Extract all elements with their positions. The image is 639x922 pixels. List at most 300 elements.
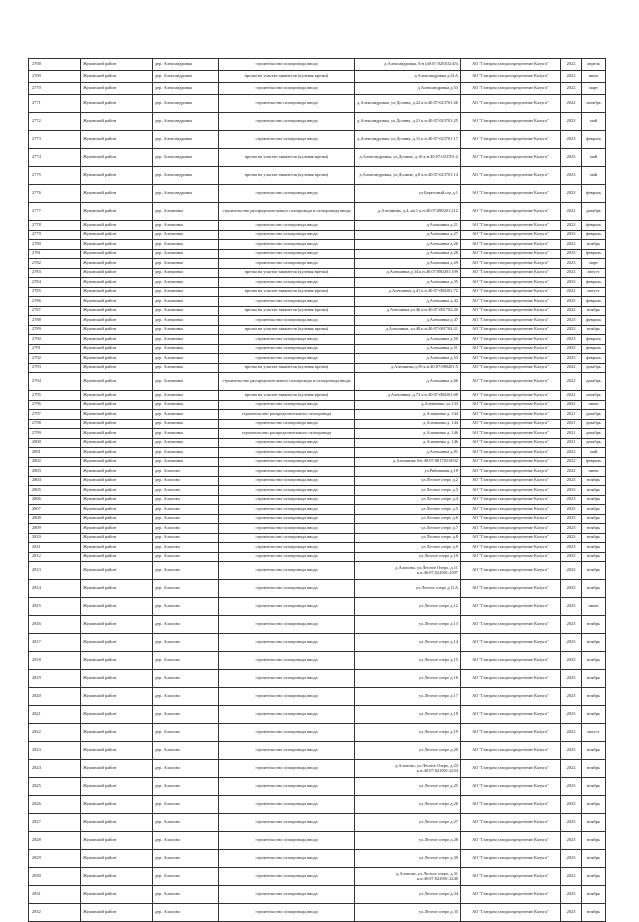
year-cell: 2023 (561, 316, 582, 326)
organization-cell: АО "Газпром газораспределение Калуга" (461, 616, 561, 634)
work-type-cell: строительство газопровода ввода (219, 59, 355, 71)
month-cell: ноябрь (582, 832, 606, 850)
district-cell: Жуковский район (81, 476, 153, 486)
organization-cell: АО "Газпром газораспределение Калуга" (461, 552, 561, 562)
district-cell: Жуковский район (81, 240, 153, 250)
year-cell: 2023 (561, 505, 582, 515)
year-cell: 2021 (561, 410, 582, 420)
district-cell: Жуковский район (81, 325, 153, 335)
address-cell: д.Алешинка д. 146 (355, 429, 461, 439)
year-cell: 2023 (561, 486, 582, 496)
row-number: 2793 (29, 363, 81, 373)
work-type-cell: строительство распределительного газопровода (219, 410, 355, 420)
district-cell: Жуковский район (81, 363, 153, 373)
organization-cell: АО "Газпром газораспределение Калуга" (461, 832, 561, 850)
year-cell: 2022 (561, 400, 582, 410)
month-cell: ноябрь (582, 904, 606, 922)
row-number: 2802 (29, 457, 81, 467)
month-cell: февраль (582, 344, 606, 354)
address-cell: д.Алешинка, д.73 к.н.40:07:080201:68 (355, 391, 461, 401)
month-cell: декабрь (582, 429, 606, 439)
work-type-cell: строительство газопровода ввода (219, 185, 355, 203)
organization-cell: АО "Газпром газораспределение Калуга" (461, 410, 561, 420)
row-number: 2799 (29, 429, 81, 439)
year-cell: 2023 (561, 796, 582, 814)
row-number: 2828 (29, 832, 81, 850)
address-cell: д.Алешинка, ул.133 (355, 400, 461, 410)
village-cell: дер. Алешинка (153, 297, 219, 307)
organization-cell: АО "Газпром газораспределение Калуга" (461, 543, 561, 553)
year-cell: 2023 (561, 552, 582, 562)
row-number: 2824 (29, 760, 81, 778)
table-row (29, 373, 606, 391)
row-number: 2773 (29, 131, 81, 149)
village-cell: дер. Алешинка (153, 419, 219, 429)
work-type-cell: строительство газопровода ввода (219, 230, 355, 240)
village-cell: дер. Алешинка (153, 438, 219, 448)
organization-cell: АО "Газпром газораспределение Калуга" (461, 185, 561, 203)
month-cell: ноябрь (582, 514, 606, 524)
village-cell: дер. Алешинка (153, 230, 219, 240)
address-cell: д.Алопово, ул.Лесное Озеро, д.23 к.н.40:07:022901:2234 (355, 760, 461, 778)
district-cell: Жуковский район (81, 616, 153, 634)
work-type-cell: врезка на участке заявителя (кулевая врезка) (219, 325, 355, 335)
month-cell: ноябрь (582, 240, 606, 250)
village-cell: дер. Александровка (153, 59, 219, 71)
address-cell: ул.Лесное озеро д.4 (355, 495, 461, 505)
year-cell: 2023 (561, 354, 582, 364)
year-cell: 2023 (561, 634, 582, 652)
year-cell: 2022 (561, 306, 582, 316)
work-type-cell: строительство газопровода ввода (219, 616, 355, 634)
year-cell: 2022 (561, 373, 582, 391)
district-cell: Жуковский район (81, 391, 153, 401)
row-number: 2800 (29, 438, 81, 448)
district-cell: Жуковский район (81, 113, 153, 131)
district-cell: Жуковский район (81, 287, 153, 297)
table-body (29, 59, 606, 922)
address-cell: д.Александровка, ул.Долина, д.21 к.н.40:07:023701:25 (355, 113, 461, 131)
year-cell: 2022 (561, 457, 582, 467)
organization-cell: АО "Газпром газораспределение Калуга" (461, 71, 561, 83)
address-cell: ул.Лесное озеро д.34 (355, 886, 461, 904)
year-cell: 2023 (561, 616, 582, 634)
district-cell: Жуковский район (81, 814, 153, 832)
month-cell: ноябрь (582, 670, 606, 688)
row-number: 2775 (29, 167, 81, 185)
month-cell: ноябрь (582, 616, 606, 634)
work-type-cell: врезка на участке заявителя (кулевая врезка) (219, 391, 355, 401)
row-number: 2830 (29, 868, 81, 886)
address-cell: д.Александровка, б/н (40:07:020102:45) (355, 59, 461, 71)
village-cell: дер. Александровка (153, 113, 219, 131)
month-cell: июль (582, 71, 606, 83)
row-number: 2777 (29, 203, 81, 221)
district-cell: Жуковский район (81, 670, 153, 688)
village-cell: дер. Алопово (153, 505, 219, 515)
row-number: 2813 (29, 562, 81, 580)
village-cell: дер. Алопово (153, 562, 219, 580)
year-cell: 2023 (561, 580, 582, 598)
table-row (29, 149, 606, 167)
table-row (29, 391, 606, 401)
district-cell: Жуковский район (81, 580, 153, 598)
month-cell: ноябрь (582, 742, 606, 760)
address-cell: ул.Лесное озеро д.15 (355, 652, 461, 670)
district-cell: Жуковский район (81, 524, 153, 534)
year-cell: 2022 (561, 59, 582, 71)
village-cell: дер. Алешинка (153, 287, 219, 297)
year-cell: 2023 (561, 652, 582, 670)
address-cell: д.Александровка д.41А (355, 71, 461, 83)
month-cell: ноябрь (582, 533, 606, 543)
year-cell: 2023 (561, 850, 582, 868)
work-type-cell: строительство газопровода ввода (219, 796, 355, 814)
table-row (29, 552, 606, 562)
month-cell: ноябрь (582, 562, 606, 580)
row-number: 2774 (29, 149, 81, 167)
organization-cell: АО "Газпром газораспределение Калуга" (461, 131, 561, 149)
district-cell: Жуковский район (81, 514, 153, 524)
month-cell: август (582, 287, 606, 297)
row-number: 2796 (29, 400, 81, 410)
village-cell: дер. Алопово (153, 868, 219, 886)
work-type-cell: строительство газопровода ввода (219, 514, 355, 524)
district-cell: Жуковский район (81, 832, 153, 850)
work-type-cell: врезка на участке заявителя (кулевая врезка) (219, 167, 355, 185)
district-cell: Жуковский район (81, 724, 153, 742)
table-row (29, 467, 606, 477)
row-number: 2809 (29, 524, 81, 534)
address-cell: ул.Лесное озеро д.30 (355, 850, 461, 868)
address-cell: ул.Лесное озеро д.25 (355, 778, 461, 796)
village-cell: дер. Алопово (153, 850, 219, 868)
village-cell: дер. Алешинка (153, 457, 219, 467)
district-cell: Жуковский район (81, 400, 153, 410)
table-row (29, 476, 606, 486)
work-type-cell: строительство газопровода ввода (219, 850, 355, 868)
district-cell: Жуковский район (81, 850, 153, 868)
work-type-cell: строительство газопровода ввода (219, 543, 355, 553)
district-cell: Жуковский район (81, 131, 153, 149)
table-row (29, 814, 606, 832)
table-row (29, 249, 606, 259)
village-cell: дер. Алопово (153, 778, 219, 796)
year-cell: 2022 (561, 363, 582, 373)
organization-cell: АО "Газпром газораспределение Калуга" (461, 814, 561, 832)
row-number: 2787 (29, 306, 81, 316)
village-cell: дер. Алопово (153, 476, 219, 486)
address-cell: ул.Лесное озеро д.28 (355, 832, 461, 850)
village-cell: дер. Алопово (153, 495, 219, 505)
row-number: 2822 (29, 724, 81, 742)
organization-cell: АО "Газпром газораспределение Калуга" (461, 297, 561, 307)
table-row (29, 652, 606, 670)
year-cell: 2021 (561, 419, 582, 429)
organization-cell: АО "Газпром газораспределение Калуга" (461, 796, 561, 814)
district-cell: Жуковский район (81, 149, 153, 167)
month-cell: ноябрь (582, 543, 606, 553)
district-cell: Жуковский район (81, 495, 153, 505)
address-cell: д.Александровка д.53 (355, 83, 461, 95)
year-cell: 2022 (561, 71, 582, 83)
month-cell: июнь (582, 598, 606, 616)
year-cell: 2023 (561, 524, 582, 534)
organization-cell: АО "Газпром газораспределение Калуга" (461, 670, 561, 688)
organization-cell: АО "Газпром газораспределение Калуга" (461, 268, 561, 278)
work-type-cell: строительство газопровода ввода (219, 868, 355, 886)
organization-cell: АО "Газпром газораспределение Калуга" (461, 850, 561, 868)
month-cell: октябрь (582, 391, 606, 401)
address-cell: ул.Лесное озеро д.26 (355, 796, 461, 814)
village-cell: дер. Алешинка (153, 306, 219, 316)
village-cell: дер. Алешинка (153, 335, 219, 345)
year-cell: 2023 (561, 495, 582, 505)
year-cell: 2022 (561, 203, 582, 221)
work-type-cell: строительство газопровода ввода (219, 533, 355, 543)
row-number: 2805 (29, 486, 81, 496)
row-number: 2789 (29, 325, 81, 335)
district-cell: Жуковский район (81, 316, 153, 326)
organization-cell: АО "Газпром газораспределение Калуга" (461, 221, 561, 231)
work-type-cell: строительство газопровода ввода (219, 495, 355, 505)
table-row (29, 185, 606, 203)
organization-cell: АО "Газпром газораспределение Калуга" (461, 363, 561, 373)
row-number: 2819 (29, 670, 81, 688)
organization-cell: АО "Газпром газораспределение Калуга" (461, 287, 561, 297)
month-cell: март (582, 259, 606, 269)
table-row (29, 113, 606, 131)
work-type-cell: строительство газопровода ввода (219, 354, 355, 364)
year-cell: 2023 (561, 259, 582, 269)
row-number: 2781 (29, 249, 81, 259)
table-row (29, 886, 606, 904)
village-cell: дер. Алешинка (153, 325, 219, 335)
month-cell: февраль (582, 221, 606, 231)
work-type-cell: строительство распределительного газопровода и газопровода ввода (219, 203, 355, 221)
address-cell: д.Алешинка д.29 (355, 259, 461, 269)
address-cell: ул.Лесное озеро д.12 (355, 598, 461, 616)
table-row (29, 325, 606, 335)
table-row (29, 670, 606, 688)
village-cell: дер. Алопово (153, 598, 219, 616)
work-type-cell: строительство газопровода ввода (219, 670, 355, 688)
row-number: 2788 (29, 316, 81, 326)
village-cell: дер. Алопово (153, 724, 219, 742)
table-row (29, 688, 606, 706)
row-number: 2827 (29, 814, 81, 832)
address-cell: д.Александровка, ул.Долина, д.16 к.н.40:07:023701:2 (355, 149, 461, 167)
district-cell: Жуковский район (81, 306, 153, 316)
village-cell: дер. Алопово (153, 552, 219, 562)
work-type-cell: строительство газопровода ввода (219, 113, 355, 131)
address-cell: ул.Лесное озеро д.20 (355, 742, 461, 760)
year-cell: 2023 (561, 230, 582, 240)
district-cell: Жуковский район (81, 221, 153, 231)
month-cell: апрель (582, 59, 606, 71)
village-cell: дер. Алопово (153, 652, 219, 670)
row-number: 2814 (29, 580, 81, 598)
year-cell: 2023 (561, 149, 582, 167)
work-type-cell: врезка на участке заявителя (кулевая врезка) (219, 268, 355, 278)
row-number: 2795 (29, 391, 81, 401)
village-cell: дер. Алопово (153, 760, 219, 778)
year-cell: 2023 (561, 706, 582, 724)
address-cell: ул.Лесное озеро д.8 (355, 533, 461, 543)
work-type-cell: строительство газопровода ввода (219, 760, 355, 778)
address-cell: д.Алешинка д.81 (355, 448, 461, 458)
village-cell: дер. Алопово (153, 904, 219, 922)
district-cell: Жуковский район (81, 742, 153, 760)
row-number: 2792 (29, 354, 81, 364)
month-cell: февраль (582, 457, 606, 467)
table-row (29, 316, 606, 326)
table-row (29, 832, 606, 850)
work-type-cell: строительство газопровода ввода (219, 904, 355, 922)
row-number: 2790 (29, 335, 81, 345)
row-number: 2820 (29, 688, 81, 706)
address-cell: ул.Лесное озеро д.16 (355, 670, 461, 688)
district-cell: Жуковский район (81, 688, 153, 706)
work-type-cell: строительство газопровода ввода (219, 724, 355, 742)
district-cell: Жуковский район (81, 543, 153, 553)
work-type-cell: строительство газопровода ввода (219, 652, 355, 670)
village-cell: дер. Александровка (153, 71, 219, 83)
village-cell: дер. Алопово (153, 467, 219, 477)
row-number: 2818 (29, 652, 81, 670)
district-cell: Жуковский район (81, 373, 153, 391)
organization-cell: АО "Газпром газораспределение Калуга" (461, 580, 561, 598)
month-cell: декабрь (582, 419, 606, 429)
year-cell: 2022 (561, 240, 582, 250)
district-cell: Жуковский район (81, 297, 153, 307)
month-cell: ноябрь (582, 868, 606, 886)
organization-cell: АО "Газпром газораспределение Калуга" (461, 259, 561, 269)
organization-cell: АО "Газпром газораспределение Калуга" (461, 457, 561, 467)
address-cell: д.Алешинка б/н 40:07:081702:0032 (355, 457, 461, 467)
month-cell: февраль (582, 335, 606, 345)
organization-cell: АО "Газпром газораспределение Калуга" (461, 278, 561, 288)
address-cell: ул.Лесное озеро д.13 (355, 616, 461, 634)
month-cell: ноябрь (582, 796, 606, 814)
row-number: 2798 (29, 419, 81, 429)
village-cell: дер. Алопово (153, 543, 219, 553)
work-type-cell: строительство газопровода ввода (219, 552, 355, 562)
month-cell: ноябрь (582, 306, 606, 316)
village-cell: дер. Алешинка (153, 249, 219, 259)
year-cell: 2023 (561, 904, 582, 922)
month-cell: февраль (582, 354, 606, 364)
village-cell: дер. Алопово (153, 524, 219, 534)
year-cell: 2022 (561, 562, 582, 580)
organization-cell: АО "Газпром газораспределение Калуга" (461, 533, 561, 543)
organization-cell: АО "Газпром газораспределение Калуга" (461, 344, 561, 354)
work-type-cell: врезка на участке заявителя (кулевая врезка) (219, 363, 355, 373)
work-type-cell: строительство газопровода ввода (219, 505, 355, 515)
district-cell: Жуковский район (81, 533, 153, 543)
work-type-cell: строительство газопровода ввода (219, 278, 355, 288)
year-cell: 2023 (561, 688, 582, 706)
organization-cell: АО "Газпром газораспределение Калуга" (461, 886, 561, 904)
organization-cell: АО "Газпром газораспределение Калуга" (461, 400, 561, 410)
table-row (29, 514, 606, 524)
address-cell: д.Алопово, ул.Лесное Озеро, д.11 к.н.40:07:022901:2507 (355, 562, 461, 580)
organization-cell: АО "Газпром газораспределение Калуга" (461, 495, 561, 505)
village-cell: дер. Александровка (153, 185, 219, 203)
district-cell: Жуковский район (81, 552, 153, 562)
row-number: 2821 (29, 706, 81, 724)
organization-cell: АО "Газпром газораспределение Калуга" (461, 335, 561, 345)
work-type-cell: врезка на участке заявителя (кулевая врезка) (219, 71, 355, 83)
row-number: 2783 (29, 268, 81, 278)
year-cell: 2022 (561, 724, 582, 742)
row-number: 2797 (29, 410, 81, 420)
table-row (29, 71, 606, 83)
month-cell: декабрь (582, 373, 606, 391)
table-row (29, 616, 606, 634)
month-cell: февраль (582, 316, 606, 326)
month-cell: ноябрь (582, 505, 606, 515)
table-row (29, 221, 606, 231)
address-cell: ул.Лесное озеро д.19 (355, 724, 461, 742)
village-cell: дер. Александровка (153, 149, 219, 167)
year-cell: 2023 (561, 814, 582, 832)
year-cell: 2023 (561, 476, 582, 486)
work-type-cell: строительство газопровода ввода (219, 249, 355, 259)
month-cell: ноябрь (582, 814, 606, 832)
year-cell: 2022 (561, 391, 582, 401)
table-row (29, 259, 606, 269)
year-cell: 2022 (561, 83, 582, 95)
village-cell: дер. Алопово (153, 886, 219, 904)
district-cell: Жуковский район (81, 185, 153, 203)
address-cell: ул.Лесное озеро д.27 (355, 814, 461, 832)
address-cell: ул.Лесное озеро д.35 (355, 904, 461, 922)
month-cell: май (582, 113, 606, 131)
address-cell: ул.Лесное озеро д.14 (355, 634, 461, 652)
table-row (29, 742, 606, 760)
row-number: 2807 (29, 505, 81, 515)
year-cell: 2022 (561, 467, 582, 477)
row-number: 2794 (29, 373, 81, 391)
village-cell: дер. Алешинка (153, 278, 219, 288)
year-cell: 2021 (561, 429, 582, 439)
month-cell: август (582, 268, 606, 278)
organization-cell: АО "Газпром газораспределение Калуга" (461, 476, 561, 486)
year-cell: 2023 (561, 113, 582, 131)
organization-cell: АО "Газпром газораспределение Калуга" (461, 373, 561, 391)
address-cell: д.Алешинка д.51 (355, 344, 461, 354)
village-cell: дер. Алопово (153, 832, 219, 850)
address-cell: д.Алешинка д.34 к.н.40:07:080201:109 (355, 268, 461, 278)
address-cell: ул.Лесное озеро д.3 (355, 486, 461, 496)
table-row (29, 868, 606, 886)
village-cell: дер. Алопово (153, 486, 219, 496)
district-cell: Жуковский район (81, 760, 153, 778)
organization-cell: АО "Газпром газораспределение Калуга" (461, 325, 561, 335)
village-cell: дер. Алешинка (153, 240, 219, 250)
village-cell: дер. Алопово (153, 706, 219, 724)
organization-cell: АО "Газпром газораспределение Калуга" (461, 203, 561, 221)
organization-cell: АО "Газпром газораспределение Калуга" (461, 706, 561, 724)
month-cell: ноябрь (582, 325, 606, 335)
village-cell: дер. Александровка (153, 131, 219, 149)
month-cell: ноябрь (582, 760, 606, 778)
district-cell: Жуковский район (81, 410, 153, 420)
row-number: 2810 (29, 533, 81, 543)
work-type-cell: строительство газопровода ввода (219, 448, 355, 458)
organization-cell: АО "Газпром газораспределение Калуга" (461, 724, 561, 742)
